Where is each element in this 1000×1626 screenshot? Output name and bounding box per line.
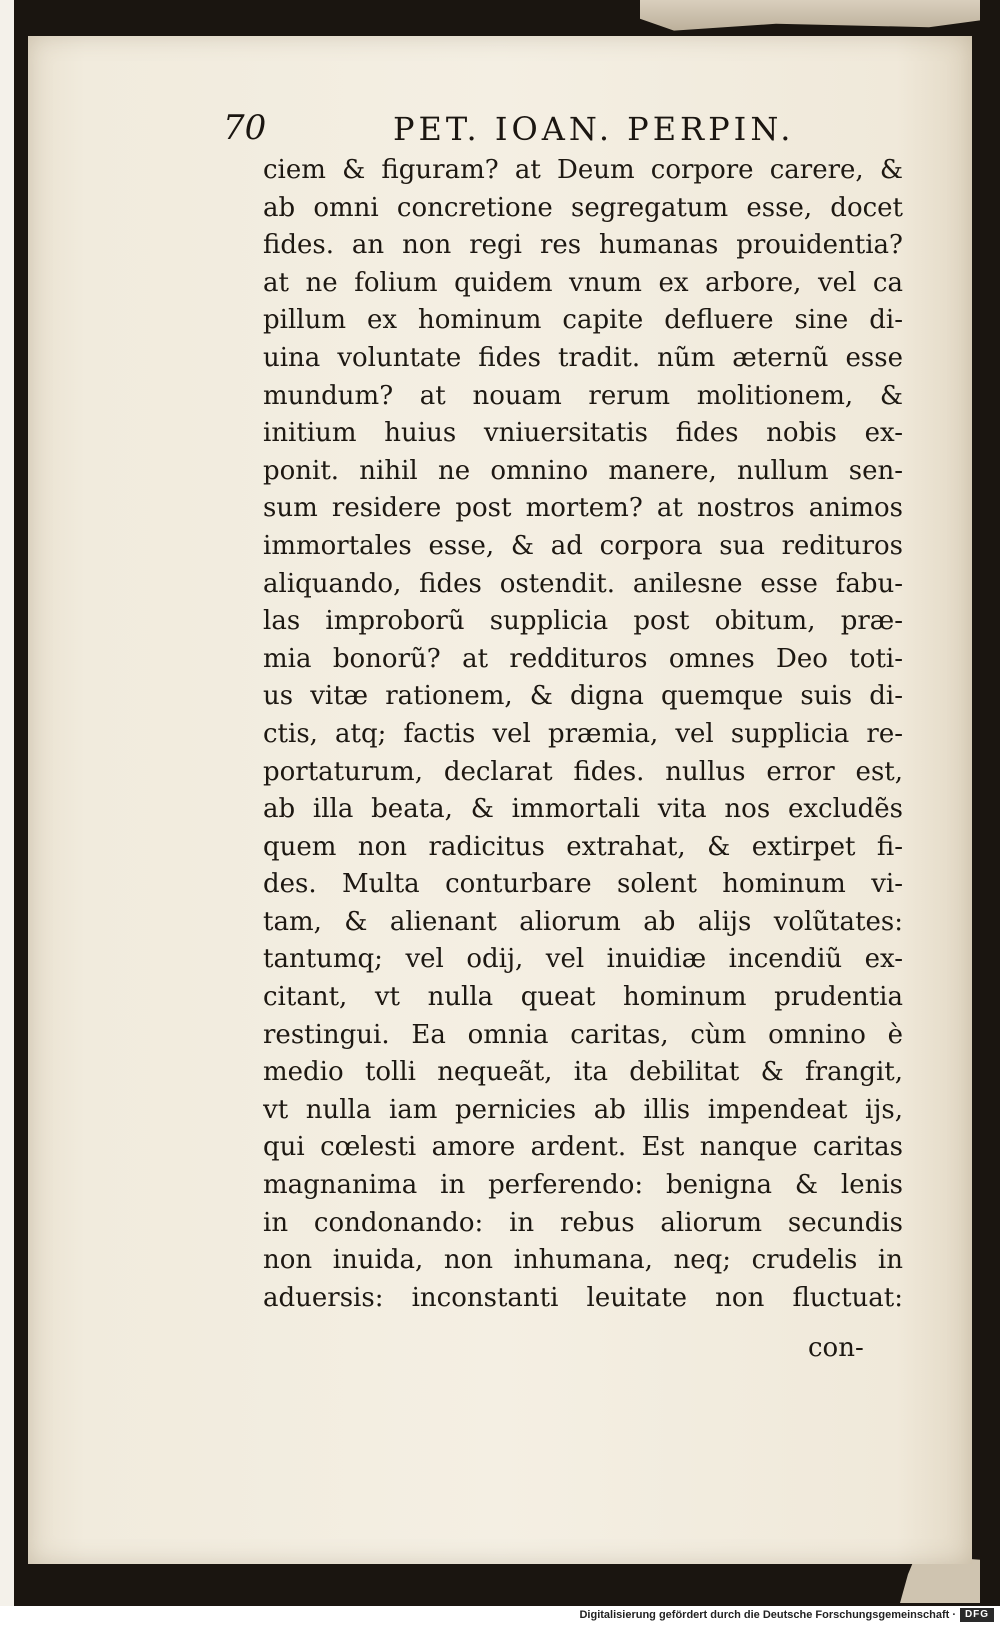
text-line: aduersis: inconstanti leuitate non fluctuat:	[263, 1282, 903, 1313]
text-line: citant, vt nulla queat hominum prudentia	[263, 982, 903, 1013]
text-line: ab illa beata, & immortali vita nos excludẽs	[263, 794, 903, 825]
text-line: mia bonorũ? at reddituros omnes Deo toti-	[263, 643, 903, 674]
text-line: uina voluntate fides tradit. nũm æternũ esse	[263, 342, 903, 373]
text-line: ponit. nihil ne omnino manere, nullum sen-	[263, 455, 903, 486]
text-line: us vitæ rationem, & digna quemque suis di-	[263, 681, 903, 712]
text-line: ctis, atq; factis vel præmia, vel supplicia re-	[263, 718, 903, 749]
text-line: medio tolli nequeãt, ita debilitat & frangit,	[263, 1057, 903, 1088]
text-line: quem non radicitus extrahat, & extirpet fi-	[263, 831, 903, 862]
text-line: ab omni concretione segregatum esse, docet	[263, 192, 903, 223]
text-line: qui cœlesti amore ardent. Est nanque caritas	[263, 1132, 903, 1163]
text-line: restingui. Ea omnia caritas, cùm omnino è	[263, 1019, 903, 1050]
text-line: at ne folium quidem vnum ex arbore, vel ca	[263, 267, 903, 298]
text-line: tam, & alienant aliorum ab alijs volũtates:	[263, 906, 903, 937]
running-head	[223, 108, 823, 152]
text-line: immortales esse, & ad corpora sua redituros	[263, 530, 903, 561]
catchword: con-	[808, 1333, 864, 1363]
text-line: des. Multa conturbare solent hominum vi-	[263, 869, 903, 900]
text-line: las improborũ supplicia post obitum, præ-	[263, 606, 903, 637]
text-line: ciem & figuram? at Deum corpore carere, &	[263, 155, 903, 185]
body-text	[263, 152, 903, 1317]
text-line: magnanima in perferendo: benigna & lenis	[263, 1170, 903, 1201]
scan-left-margin	[0, 0, 14, 1606]
text-line: mundum? at nouam rerum molitionem, &	[263, 380, 903, 411]
text-line: tantumq; vel odij, vel inuidiæ incendiũ ex-	[263, 944, 903, 975]
text-line: fides. an non regi res humanas prouidentia?	[263, 230, 903, 261]
text-line: aliquando, fides ostendit. anilesne esse fabu-	[263, 568, 903, 599]
text-line: vt nulla iam pernicies ab illis impendeat ijs,	[263, 1094, 903, 1125]
dfg-logo: DFG	[960, 1608, 994, 1622]
page-number: 70	[223, 108, 267, 148]
text-line: non inuida, non inhumana, neq; crudelis in	[263, 1245, 903, 1276]
digitization-credit-bar	[0, 1606, 1000, 1626]
text-line: in condonando: in rebus aliorum secundis	[263, 1207, 903, 1238]
text-line: portaturum, declarat fides. nullus error est,	[263, 756, 903, 787]
text-line: initium huius vniuersitatis fides nobis ex-	[263, 418, 903, 449]
text-line: sum residere post mortem? at nostros animos	[263, 493, 903, 524]
text-line: pillum ex hominum capite defluere sine di-	[263, 305, 903, 336]
running-head-title: PET. IOAN. PERPIN.	[393, 110, 795, 148]
dfg-credit-text: Digitalisierung gefördert durch die Deutsche Forschungsgemeinschaft ·	[579, 1609, 956, 1621]
book-page	[28, 36, 972, 1564]
page-content	[28, 36, 972, 1564]
